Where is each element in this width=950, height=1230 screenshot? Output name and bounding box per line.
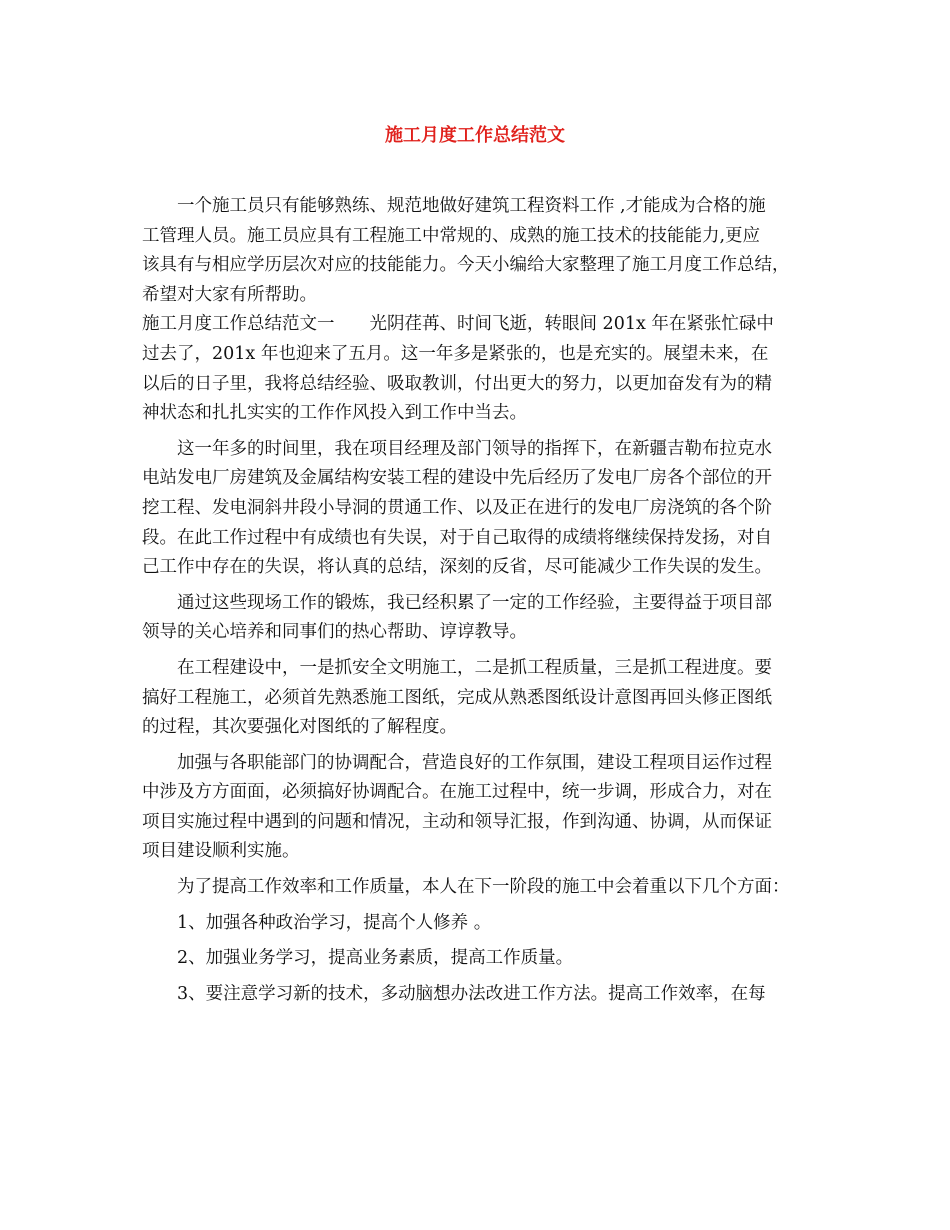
paragraph-5 [142, 654, 814, 743]
paragraph-line: 在工程建设中，一是抓安全文明施工，二是抓工程质量，三是抓工程进度。要 [177, 657, 772, 678]
paragraph-line: 1、加强各种政治学习，提高个人修养 。 [177, 912, 492, 933]
document-title: 施工月度工作总结范文 [385, 125, 565, 146]
paragraph-line: 施工月度工作总结范文一 光阴荏苒、时间飞逝，转眼间 201x 年在紧张忙碌中 [142, 314, 774, 335]
paragraph-7 [142, 873, 814, 903]
paragraph-line: 2、加强业务学习，提高业务素质，提高工作质量。 [177, 948, 574, 969]
document-body [142, 192, 814, 1009]
paragraph-line: 领导的关心培养和同事们的热心帮助、谆谆教导。 [142, 622, 527, 643]
paragraph-line: 搞好工程施工，必须首先熟悉施工图纸，完成从熟悉图纸设计意图再回头修正图纸 [142, 687, 772, 708]
paragraph-line: 以后的日子里，我将总结经验、吸取教训，付出更大的努力，以更加奋发有为的精 [142, 373, 772, 394]
paragraph-line: 神状态和扎扎实实的工作作风投入到工作中当去。 [142, 403, 527, 424]
paragraph-line: 这一年多的时间里，我在项目经理及部门领导的指挥下，在新疆吉勒布拉克水 [177, 438, 772, 459]
paragraph-line: 一个施工员只有能够熟练、规范地做好建筑工程资料工作 ,才能成为合格的施 [177, 196, 766, 216]
paragraph-line: 工管理人员。施工员应具有工程施工中常规的、成熟的施工技术的技能能力,更应 [142, 225, 761, 246]
paragraph-line: 为了提高工作效率和工作质量，本人在下一阶段的施工中会着重以下几个方面： [177, 877, 790, 898]
list-item-1 [142, 909, 814, 939]
paragraph-line: 加强与各职能部门的协调配合，营造良好的工作氛围，建设工程项目运作过程 [177, 752, 772, 773]
paragraph-line: 该具有与相应学历层次对应的技能能力。今天小编给大家整理了施工月度工作总结， [142, 255, 790, 276]
paragraph-line: 段。在此工作过程中有成绩也有失误，对于自己取得的成绩将继续保持发扬，对自 [142, 527, 772, 548]
paragraph-line: 3、要注意学习新的技术，多动脑想办法改进工作方法。提高工作效率，在每 [177, 983, 766, 1004]
paragraph-4 [142, 589, 814, 648]
paragraph-line: 过去了，201x 年也迎来了五月。这一年多是紧张的，也是充实的。展望未来，在 [142, 343, 769, 364]
paragraph-line: 的过程，其次要强化对图纸的了解程度。 [142, 717, 457, 738]
paragraph-2 [142, 310, 814, 428]
paragraph-line: 己工作中存在的失误，将认真的总结，深刻的反省，尽可能减少工作失误的发生。 [142, 557, 772, 578]
paragraph-line: 挖工程、发电洞斜井段小导洞的贯通工作、以及正在进行的发电厂房浇筑的各个阶 [142, 497, 772, 518]
paragraph-6 [142, 749, 814, 867]
paragraph-line: 项目建设顺利实施。 [142, 841, 300, 862]
paragraph-line: 电站发电厂房建筑及金属结构安装工程的建设中先后经历了发电厂房各个部位的开 [142, 468, 772, 489]
paragraph-line: 希望对大家有所帮助。 [142, 284, 317, 305]
list-item-3 [142, 980, 814, 1010]
list-item-2 [142, 944, 814, 974]
paragraph-line: 通过这些现场工作的锻炼，我已经积累了一定的工作经验，主要得益于项目部 [177, 592, 772, 613]
paragraph-line: 中涉及方方面面，必须搞好协调配合。在施工过程中，统一步调，形成合力，对在 [142, 782, 772, 803]
paragraph-1 [142, 192, 814, 310]
paragraph-3 [142, 435, 814, 583]
paragraph-line: 项目实施过程中遇到的问题和情况，主动和领导汇报，作到沟通、协调，从而保证 [142, 811, 772, 832]
